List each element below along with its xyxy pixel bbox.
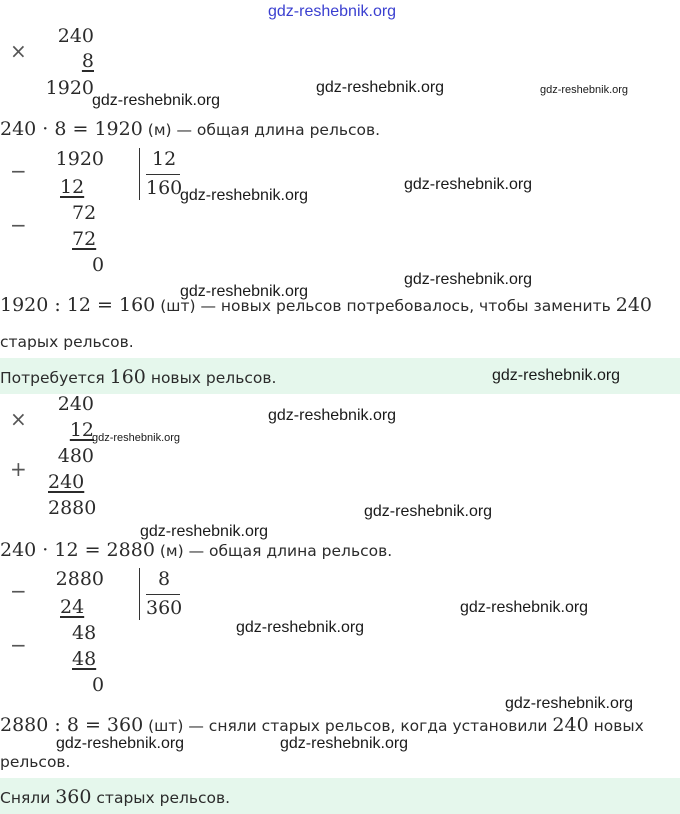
div1-vertical-bar: [139, 148, 140, 200]
mult1-factor-a: 240: [57, 25, 94, 47]
watermark: gdz-reshebnik.org: [492, 367, 621, 384]
watermark: gdz-reshebnik.org: [364, 503, 493, 520]
mult1-result: 1920: [45, 77, 94, 99]
div1-quotient: 160: [146, 177, 183, 199]
answer-2-num: 360: [55, 786, 92, 808]
div1-sub2: 72: [72, 228, 97, 250]
watermark: gdz-reshebnik.org: [404, 176, 533, 193]
div2-divisor-line: [146, 594, 180, 595]
div2-sub2: 48: [72, 648, 97, 670]
equation-2-unit: (шт): [160, 297, 196, 315]
div1-sub1: 12: [60, 176, 85, 198]
mult2-partial1: 480: [57, 445, 94, 467]
answer-1: [0, 366, 276, 389]
watermark: gdz-reshebnik.org: [180, 187, 309, 204]
equation-4: [0, 714, 644, 737]
watermark: gdz-reshebnik.org: [236, 619, 365, 636]
minus-sign-4: −: [10, 633, 27, 657]
watermark-top: gdz-reshebnik.org: [268, 3, 397, 20]
answer-2-post: старых рельсов.: [91, 789, 231, 807]
div2-dividend: 2880: [55, 568, 104, 590]
mult1-factor-b: 8: [81, 50, 94, 72]
watermark: gdz-reshebnik.org: [180, 283, 309, 300]
minus-sign-3: −: [10, 579, 27, 603]
answer-1-post: новых рельсов.: [145, 369, 277, 387]
mult2-partial2: 240: [48, 471, 85, 493]
mult2-factor-b: 12: [69, 419, 94, 441]
watermark: gdz-reshebnik.org: [316, 79, 445, 96]
watermark-small: gdz-reshebnik.org: [540, 84, 629, 96]
equation-3: [0, 539, 392, 562]
mult2-result: 2880: [48, 497, 97, 519]
multiply-sign-2: ×: [10, 407, 27, 431]
div2-sub1: 24: [60, 596, 85, 618]
minus-sign-2: −: [10, 213, 27, 237]
equation-2: [0, 294, 652, 317]
watermark: gdz-reshebnik.org: [56, 735, 185, 752]
watermark: gdz-reshebnik.org: [505, 695, 634, 712]
equation-3-unit: (м): [159, 542, 184, 560]
answer-2-pre: Сняли: [0, 789, 56, 807]
watermark-small: gdz-reshebnik.org: [92, 432, 181, 444]
div1-divisor: 12: [152, 148, 177, 170]
equation-1: [0, 118, 380, 141]
equation-1-expr: 240 · 8 = 1920: [0, 118, 143, 140]
div2-quotient: 360: [146, 597, 183, 619]
div1-dividend: 1920: [55, 148, 104, 170]
equation-3-expr: 240 · 12 = 2880: [0, 539, 155, 561]
equation-2-cont: старых рельсов.: [0, 333, 134, 351]
div2-rem2: 0: [92, 674, 105, 696]
mult2-factor-a: 240: [57, 393, 94, 415]
multiply-sign: ×: [10, 39, 27, 63]
watermark: gdz-reshebnik.org: [280, 735, 409, 752]
equation-1-unit: (м): [147, 121, 172, 139]
equation-4-expr: 2880 : 8 = 360: [0, 714, 144, 736]
div2-divisor: 8: [158, 568, 171, 590]
equation-4-text-c: новых: [588, 717, 644, 735]
equation-4-unit: (шт): [148, 717, 184, 735]
equation-1-text: — общая длина рельсов.: [171, 121, 381, 139]
watermark: gdz-reshebnik.org: [140, 523, 269, 540]
watermark: gdz-reshebnik.org: [460, 599, 589, 616]
equation-3-text: — общая длина рельсов.: [183, 542, 393, 560]
div2-vertical-bar: [139, 568, 140, 620]
watermark: gdz-reshebnik.org: [268, 407, 397, 424]
equation-2-expr: 1920 : 12 = 160: [0, 294, 156, 316]
watermark: gdz-reshebnik.org: [404, 271, 533, 288]
plus-sign: +: [10, 457, 27, 481]
minus-sign-1: −: [10, 159, 27, 183]
equation-4-num: 240: [552, 714, 589, 736]
equation-2-text: — новых рельсов потребовалось, чтобы заменить: [195, 297, 616, 315]
answer-1-pre: Потребуется: [0, 369, 110, 387]
div1-divisor-line: [146, 174, 180, 175]
watermark: gdz-reshebnik.org: [92, 92, 221, 109]
div2-rem1: 48: [72, 622, 97, 644]
equation-4-cont: рельсов.: [0, 753, 71, 771]
answer-1-num: 160: [109, 366, 146, 388]
equation-2-num: 240: [615, 294, 652, 316]
div1-rem1: 72: [72, 202, 97, 224]
equation-4-text: — сняли старых рельсов, когда установили: [183, 717, 553, 735]
div1-rem2: 0: [92, 254, 105, 276]
answer-2: [0, 786, 230, 809]
